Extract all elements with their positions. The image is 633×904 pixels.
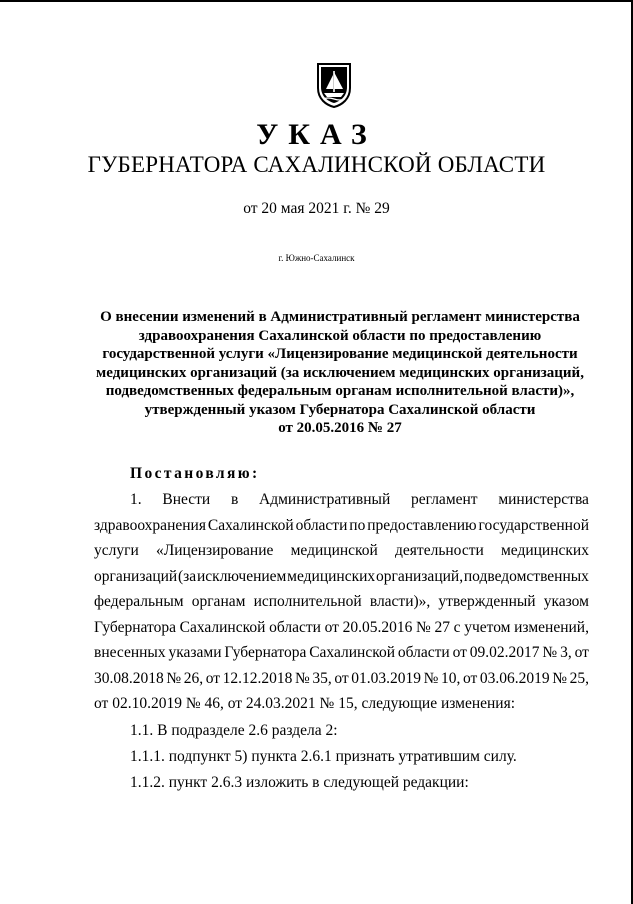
word: № bbox=[423, 669, 439, 687]
word: Губернатора bbox=[94, 618, 176, 636]
word: федеральным bbox=[94, 593, 184, 610]
word: № bbox=[542, 644, 558, 661]
document-title bbox=[90, 308, 590, 438]
word: 25, bbox=[569, 669, 589, 687]
word: 10, bbox=[440, 669, 461, 687]
word: государственной bbox=[478, 516, 589, 534]
word: деятельности bbox=[395, 542, 484, 559]
word: 35, bbox=[312, 669, 332, 687]
word: исполнительной bbox=[253, 593, 362, 610]
paragraph-line bbox=[94, 615, 589, 641]
page-top-border bbox=[0, 0, 633, 2]
paragraph-line bbox=[94, 487, 589, 513]
word: 26, bbox=[183, 669, 204, 687]
word: указами bbox=[168, 644, 222, 661]
word: № bbox=[552, 669, 568, 687]
word: «Лицензирование bbox=[155, 542, 274, 559]
word: организаций bbox=[94, 567, 178, 585]
paragraph-line bbox=[94, 666, 589, 692]
word: власти)», bbox=[369, 593, 431, 610]
item-1-1: 1.1. В подразделе 2.6 раздела 2: bbox=[130, 722, 338, 739]
word: регламент bbox=[411, 491, 478, 508]
item-1-1-2: 1.1.2. пункт 2.6.3 изложить в следующей редакции: bbox=[130, 774, 469, 791]
title-line: О внесении изменений в Административный регламент министерства bbox=[100, 309, 580, 325]
city-label: г. Южно-Сахалинск bbox=[278, 253, 355, 263]
word: (за bbox=[178, 567, 197, 585]
word: 09.02.2017 bbox=[469, 644, 540, 661]
sakhalin-coat-of-arms-icon bbox=[316, 62, 352, 108]
word: № bbox=[166, 669, 182, 687]
word: области bbox=[295, 516, 348, 534]
word: подведомственных bbox=[463, 567, 589, 585]
word: медицинских bbox=[287, 567, 376, 585]
paragraph-line bbox=[94, 564, 589, 590]
title-line: здравоохранения Сахалинской области по предоставлению bbox=[138, 327, 542, 344]
word: Внести bbox=[162, 491, 211, 508]
word: 30.08.2018 bbox=[94, 669, 164, 687]
title-line: медицинских организаций (за исключением медицинских организаций, bbox=[96, 364, 584, 381]
word: с bbox=[453, 618, 461, 636]
word: министерства bbox=[498, 491, 589, 508]
word: органам bbox=[191, 593, 246, 610]
word: организаций, bbox=[375, 567, 464, 585]
word: Административный bbox=[259, 491, 391, 508]
word: от bbox=[334, 669, 349, 687]
word: Губернатора bbox=[224, 644, 307, 661]
word: утвержденный bbox=[438, 593, 536, 610]
word: от bbox=[462, 669, 478, 687]
title-line: государственной услуги «Лицензирование медицинской деятельности bbox=[102, 346, 578, 362]
paragraph-line: от 02.10.2019 № 46, от 24.03.2021 № 15, следующие изменения: bbox=[94, 695, 516, 712]
word: от bbox=[574, 644, 589, 661]
word: услуги bbox=[94, 542, 139, 559]
title-line: подведомственных федеральным органам исполнительной власти)», bbox=[105, 383, 575, 399]
date-and-number: от 20 мая 2021 г. № 29 bbox=[243, 200, 390, 217]
word: 12.12.2018 bbox=[222, 669, 293, 687]
word: 01.03.2019 bbox=[351, 669, 421, 687]
issuer-heading: ГУБЕРНАТОРА САХАЛИНСКОЙ ОБЛАСТИ bbox=[87, 152, 546, 177]
word: указом bbox=[543, 593, 589, 610]
paragraph-line bbox=[94, 538, 589, 564]
word: области bbox=[269, 618, 321, 636]
word: 1. bbox=[130, 491, 142, 508]
word: от bbox=[324, 618, 339, 636]
paragraph-line bbox=[94, 589, 589, 615]
word: 03.06.2019 bbox=[479, 669, 550, 687]
word: медицинской bbox=[290, 542, 378, 559]
word: 3, bbox=[560, 644, 572, 661]
word: исключением bbox=[196, 567, 287, 585]
paragraph-line bbox=[94, 640, 589, 666]
word: от bbox=[205, 669, 221, 687]
word: медицинских bbox=[500, 542, 589, 559]
word: 27 bbox=[434, 618, 450, 636]
word: № bbox=[416, 618, 431, 636]
item-1-1-1: 1.1.1. подпункт 5) пункта 2.6.1 признать утратившим силу. bbox=[130, 748, 517, 765]
title-line: утвержденный указом Губернатора Сахалинской области bbox=[144, 401, 536, 418]
resolves-heading: Постановляю: bbox=[130, 465, 260, 482]
word: области bbox=[397, 644, 450, 661]
word: внесенных bbox=[94, 644, 166, 661]
word: Сахалинской bbox=[309, 644, 395, 661]
word: учетом bbox=[464, 618, 511, 636]
word: здравоохранения bbox=[94, 516, 206, 534]
word: Сахалинской bbox=[179, 618, 266, 636]
word: по bbox=[349, 516, 366, 534]
word: Сахалинской bbox=[207, 516, 294, 534]
paragraph-1 bbox=[94, 487, 589, 717]
word: изменений, bbox=[514, 618, 589, 636]
word: от bbox=[452, 644, 467, 661]
word: 20.05.2016 bbox=[342, 618, 413, 636]
word: предоставлению bbox=[367, 516, 477, 534]
word: № bbox=[294, 669, 310, 687]
title-line: от 20.05.2016 № 27 bbox=[278, 420, 402, 436]
word: в bbox=[230, 491, 239, 508]
document-type-heading: УКАЗ bbox=[256, 118, 377, 151]
paragraph-line bbox=[94, 513, 589, 539]
